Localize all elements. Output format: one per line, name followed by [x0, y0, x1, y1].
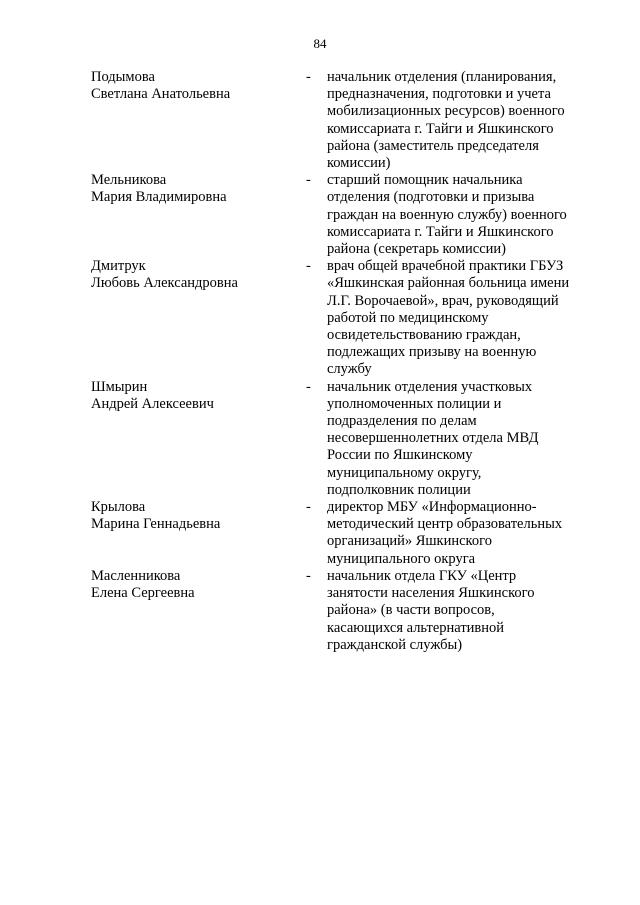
role-line: комиссариата г. Тайги и Яшкинского [327, 223, 554, 240]
member-surname: Мельникова [91, 172, 167, 189]
role-line: мобилизационных ресурсов) военного [327, 103, 565, 120]
member-given-names: Елена Сергеевна [91, 585, 195, 602]
member-given-names: Марина Геннадьевна [91, 516, 221, 533]
member-role [327, 568, 567, 654]
member-surname: Масленникова [91, 567, 181, 584]
role-line: района (секретарь комиссии) [327, 241, 506, 258]
separator-dash: - [306, 499, 311, 516]
role-line: начальник отдела ГКУ «Центр [327, 567, 517, 584]
role-line: муниципального округа [327, 550, 476, 567]
member-surname: Дмитрук [91, 258, 146, 275]
member-entry [0, 258, 640, 378]
role-line: занятости населения Яшкинского [327, 585, 535, 602]
member-entry [0, 379, 640, 499]
role-line: уполномоченных полиции и [327, 395, 502, 412]
member-surname: Подымова [91, 69, 155, 85]
role-line: службу [327, 361, 372, 378]
member-entry [0, 568, 640, 654]
commission-members-list [0, 69, 640, 654]
role-line: работой по медицинскому [327, 309, 489, 326]
role-line: России по Яшкинскому [327, 447, 473, 464]
role-line: врач общей врачебной практики ГБУЗ [327, 258, 564, 275]
role-line: директор МБУ «Информационно- [327, 499, 537, 516]
separator-dash: - [306, 69, 311, 85]
role-line: подполковник полиции [327, 481, 471, 498]
role-line: старший помощник начальника [327, 172, 523, 189]
role-line: муниципальному округу, [327, 464, 482, 481]
role-line: района (заместитель председателя [327, 137, 539, 154]
role-line: подразделения по делам [327, 413, 477, 430]
member-entry [0, 172, 640, 258]
role-line: комиссии) [327, 155, 391, 172]
role-line: гражданской службы) [327, 636, 463, 653]
member-name [91, 499, 291, 533]
member-surname: Крылова [91, 499, 146, 516]
member-entry [0, 69, 640, 172]
separator-dash: - [306, 258, 311, 275]
role-line: подлежащих призыву на военную [327, 344, 537, 361]
member-role [327, 379, 567, 499]
separator-dash: - [306, 567, 311, 584]
role-line: методический центр образовательных [327, 516, 563, 533]
role-line: отделения (подготовки и призыва [327, 189, 535, 206]
member-surname: Шмырин [91, 378, 148, 395]
role-line: организаций» Яшкинского [327, 533, 492, 550]
member-role [327, 172, 567, 258]
member-role [327, 258, 570, 378]
role-line: комиссариата г. Тайги и Яшкинского [327, 120, 554, 137]
member-name [91, 258, 291, 292]
member-name [91, 172, 291, 206]
separator-dash: - [306, 172, 311, 189]
member-name [91, 568, 291, 602]
separator-dash: - [306, 378, 311, 395]
role-line: граждан на военную службу) военного [327, 206, 567, 223]
member-given-names: Любовь Александровна [91, 275, 238, 292]
member-name [91, 379, 291, 413]
role-line: предназначения, подготовки и учета [327, 86, 551, 103]
member-entry [0, 499, 640, 568]
role-line: освидетельствованию граждан, [327, 327, 521, 344]
role-line: начальник отделения (планирования, [327, 69, 557, 85]
member-given-names: Мария Владимировна [91, 189, 227, 206]
role-line: несовершеннолетних отдела МВД [327, 430, 539, 447]
role-line: касающихся альтернативной [327, 619, 505, 636]
role-line: «Яшкинская районная больница имени [327, 275, 570, 292]
member-name [91, 69, 291, 103]
member-given-names: Андрей Алексеевич [91, 395, 214, 412]
page-number: 84 [313, 36, 327, 51]
role-line: района» (в части вопросов, [327, 602, 495, 619]
member-role [327, 499, 567, 568]
role-line: Л.Г. Ворочаевой», врач, руководящий [327, 292, 559, 309]
member-role [327, 69, 567, 172]
member-given-names: Светлана Анатольевна [91, 86, 231, 103]
role-line: начальник отделения участковых [327, 378, 533, 395]
